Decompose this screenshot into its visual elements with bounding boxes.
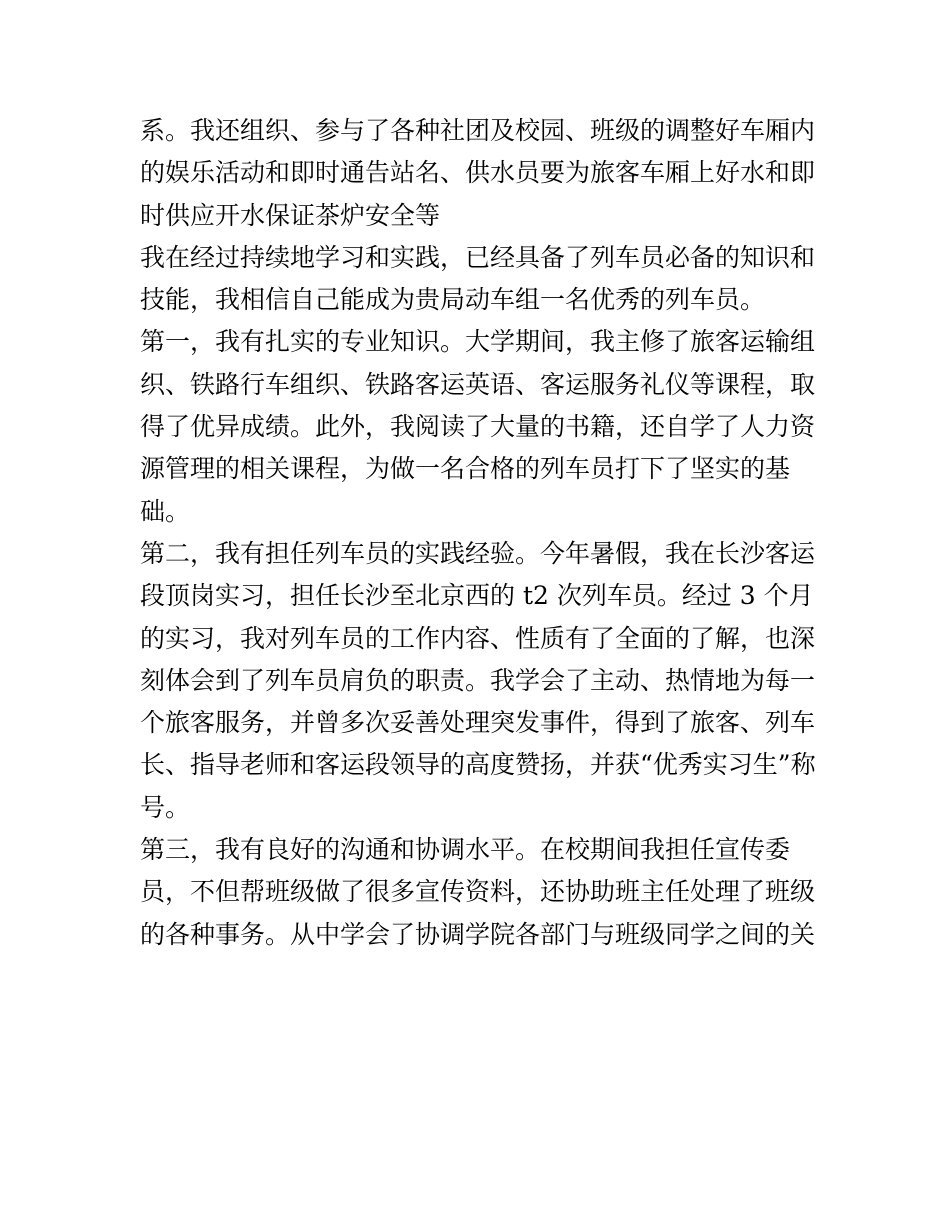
text-line: 我在经过持续地学习和实践，已经具备了列车员必备的知识和 (140, 242, 816, 272)
text-line: 技能，我相信自己能成为贵局动车组一名优秀的列车员。 (140, 285, 766, 315)
text-line: 段顶岗实习，担任长沙至北京西的 t2 次列车员。经过 3 个月 (140, 581, 814, 611)
text-line: 个旅客服务，并曾多次妥善处理突发事件，得到了旅客、列车 (140, 708, 816, 738)
text-line: 源管理的相关课程，为做一名合格的列车员打下了坚实的基 (140, 454, 791, 484)
text-line: 长、指导老师和客运段领导的高度赞扬，并获“优秀实习生”称 (140, 750, 816, 780)
text-line: 第一，我有扎实的专业知识。大学期间，我主修了旅客运输组 (140, 327, 816, 357)
text-line: 的各种事务。从中学会了协调学院各部门与班级同学之间的关 (140, 919, 816, 949)
text-line: 的娱乐活动和即时通告站名、供水员要为旅客车厢上好水和即 (140, 158, 816, 188)
text-line: 员，不但帮班级做了很多宣传资料，还协助班主任处理了班级 (140, 877, 816, 907)
text-line: 刻体会到了列车员肩负的职责。我学会了主动、热情地为每一 (140, 665, 816, 695)
text-line: 得了优异成绩。此外，我阅读了大量的书籍，还自学了人力资 (140, 412, 816, 442)
text-line: 织、铁路行车组织、铁路客运英语、客运服务礼仪等课程，取 (140, 369, 816, 399)
text-line: 第二，我有担任列车员的实践经验。今年暑假，我在长沙客运 (140, 538, 816, 568)
text-line: 号。 (140, 792, 191, 822)
text-line: 础。 (140, 496, 191, 526)
text-line: 时供应开水保证茶炉安全等 (140, 200, 441, 230)
body-text (140, 110, 820, 956)
text-line: 的实习，我对列车员的工作内容、性质有了全面的了解，也深 (140, 623, 816, 653)
text-line: 系。我还组织、参与了各种社团及校园、班级的调整好车厢内 (140, 116, 816, 145)
text-line: 第三，我有良好的沟通和协调水平。在校期间我担任宣传委 (140, 835, 791, 865)
